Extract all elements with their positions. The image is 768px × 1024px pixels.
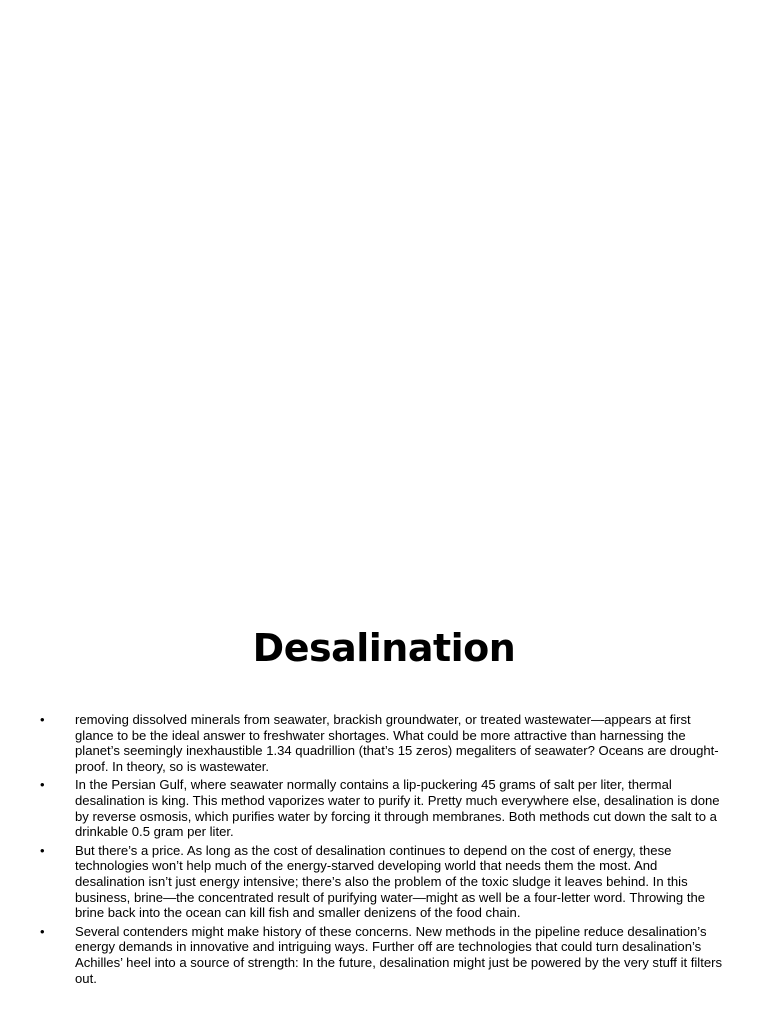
bullet-text: removing dissolved minerals from seawater, brackish groundwater, or treated wastewater—appears at first glance to be the ideal answer to freshwater shortages. What could be more attractive than harnessing the planet’s seemingly inexhaustible 1.34 quadrillion (that’s 15 zeros) megaliters of seawater? Oceans are drought-proof. In theory, so is wastewater. [75, 712, 719, 774]
bullet-dot-icon: • [40, 712, 45, 727]
bullet-text: But there’s a price. As long as the cost of desalination continues to depend on the cost of energy, these technologies won’t help much of the energy-starved developing world that needs them the most. And desalination isn’t just energy intensive; there’s also the problem of the toxic sludge it leaves behind. In this business, brine—the concentrated result of purifying water—might as well be a four-letter word. Throwing the brine back into the ocean can kill fish and smaller denizens of the food chain. [75, 842, 706, 921]
bullet-dot-icon: • [40, 777, 45, 793]
bullet-dot-icon: • [40, 923, 45, 939]
bullet-item [40, 924, 730, 986]
bullet-list [40, 712, 730, 989]
bullet-item [40, 712, 730, 774]
bullet-dot-icon: • [40, 842, 45, 858]
slide-title: Desalination [252, 626, 516, 670]
bullet-text: In the Persian Gulf, where seawater normally contains a lip-puckering 45 grams of salt per liter, thermal desalination is king. This method vaporizes water to purify it. Pretty much everywhere else, desalination is done by reverse osmosis, which purifies water by forcing it through membranes. Both methods cut down the salt to a drinkable 0.5 gram per liter. [75, 777, 720, 840]
bullet-item [40, 843, 730, 921]
bullet-text: Several contenders might make history of these concerns. New methods in the pipeline reduce desalination’s energy demands in innovative and intriguing ways. Further off are technologies that could turn desalination’s Achilles’ heel into a source of strength: In the future, desalination might just be powered by the very stuff it filters out. [75, 923, 723, 986]
bullet-item [40, 777, 730, 839]
